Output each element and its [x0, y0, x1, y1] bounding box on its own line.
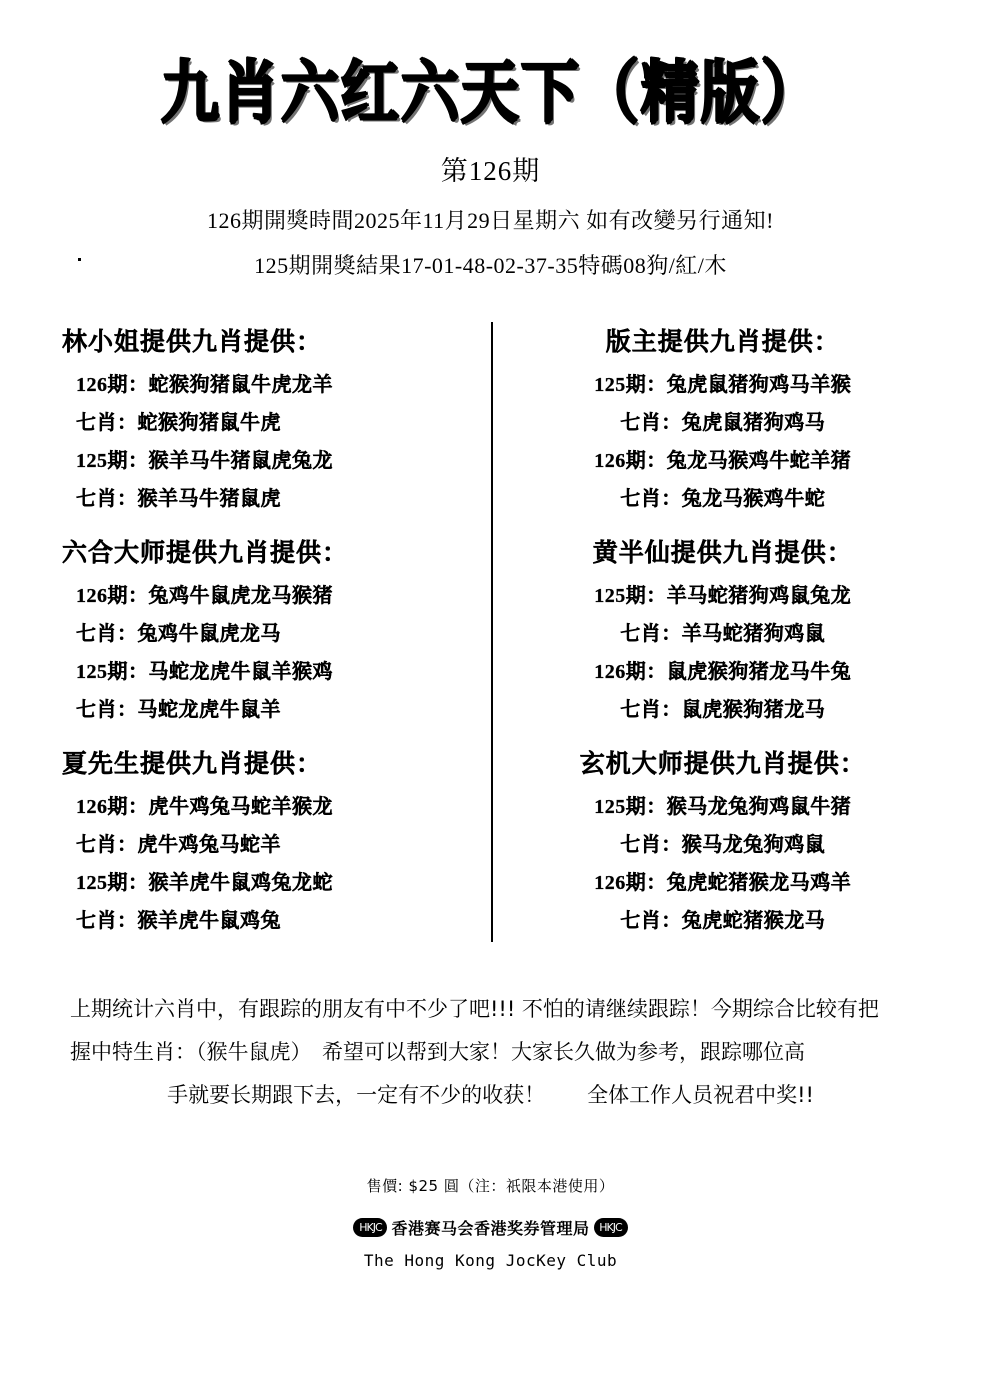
prediction-block: [527, 744, 920, 933]
prediction-line: 125期：猴羊马牛猪鼠虎兔龙: [76, 449, 333, 472]
prediction-block: [527, 533, 920, 722]
prediction-line: 七肖：鼠虎猴狗猪龙马: [620, 698, 826, 721]
jockey-club-row: [0, 1216, 981, 1239]
prediction-line: 125期：猴羊虎牛鼠鸡兔龙蛇: [76, 871, 333, 894]
price-note: 售價: $25 圓（注：祇限本港使用）: [366, 1177, 615, 1196]
block-title: 玄机大师提供九肖提供：: [579, 750, 866, 778]
prediction-line: 126期：兔龙马猴鸡牛蛇羊猪: [594, 449, 852, 472]
issue-number: 第126期: [440, 155, 541, 186]
jockey-club-logo-icon: HKJC: [353, 1218, 387, 1237]
prediction-line: 七肖：马蛇龙虎牛鼠羊: [76, 698, 281, 721]
block-title: 夏先生提供九肖提供：: [62, 750, 323, 778]
paragraph-line-1: 上期统计六肖中，有跟踪的朋友有中不少了吧!!! 不怕的请继续跟踪！今期综合比较有把: [70, 996, 879, 1021]
prediction-line: 七肖：羊马蛇猪狗鸡鼠: [620, 622, 826, 645]
prediction-block: [62, 322, 465, 511]
ink-speck: [78, 258, 81, 261]
prediction-line: 七肖：蛇猴狗猪鼠牛虎: [76, 411, 281, 434]
block-title: 林小姐提供九肖提供：: [62, 328, 323, 356]
block-title: 版主提供九肖提供：: [605, 328, 840, 356]
predictions-columns: [62, 322, 919, 942]
footer: [0, 1175, 981, 1270]
prediction-line: 七肖：猴羊虎牛鼠鸡兔: [76, 909, 281, 932]
prediction-line: 126期：蛇猴狗猪鼠牛虎龙羊: [76, 373, 333, 396]
prediction-line: 125期：猴马龙兔狗鸡鼠牛猪: [594, 795, 852, 818]
prediction-line: 126期：兔鸡牛鼠虎龙马猴猪: [76, 584, 333, 607]
prediction-line: 七肖：虎牛鸡兔马蛇羊: [76, 833, 281, 856]
paragraph-line-2: 握中特生肖：（猴牛鼠虎） 希望可以帮到大家！大家长久做为参考，跟踪哪位高: [70, 1039, 805, 1064]
prediction-line: 125期：兔虎鼠猪狗鸡马羊猴: [594, 373, 852, 396]
left-column: [62, 322, 491, 942]
title-area: [0, 0, 981, 133]
draw-time-info: 126期開獎時間2025年11月29日星期六 如有改變另行通知!: [206, 207, 774, 233]
prediction-block: [62, 533, 465, 722]
summary-paragraph: [70, 988, 911, 1117]
block-title: 黄半仙提供九肖提供：: [592, 539, 853, 567]
jockey-club-logo-icon: HKJC: [594, 1218, 628, 1237]
prediction-line: 七肖：兔鸡牛鼠虎龙马: [76, 622, 281, 645]
page-title: 九肖六红六天下（精版）: [160, 51, 821, 133]
paragraph-line-3: 手就要长期跟下去，一定有不少的收获！ 全体工作人员祝君中奖!!: [167, 1082, 814, 1107]
last-draw-result: 125期開獎結果17-01-48-02-37-35特碼08狗/紅/木: [254, 252, 727, 278]
organization-name: 香港赛马会香港奖券管理局: [391, 1219, 590, 1239]
prediction-line: 125期：羊马蛇猪狗鸡鼠兔龙: [594, 584, 852, 607]
prediction-line: 七肖：猴羊马牛猪鼠虎: [76, 487, 281, 510]
prediction-line: 126期：鼠虎猴狗猪龙马牛兔: [594, 660, 852, 683]
prediction-line: 七肖：兔虎鼠猪狗鸡马: [620, 411, 826, 434]
prediction-line: 126期：兔虎蛇猪猴龙马鸡羊: [594, 871, 852, 894]
prediction-line: 七肖：猴马龙兔狗鸡鼠: [620, 833, 826, 856]
prediction-block: [62, 744, 465, 933]
block-title: 六合大师提供九肖提供：: [62, 539, 349, 567]
prediction-line: 七肖：兔虎蛇猪猴龙马: [620, 909, 826, 932]
prediction-line: 125期：马蛇龙虎牛鼠羊猴鸡: [76, 660, 333, 683]
prediction-line: 126期：虎牛鸡兔马蛇羊猴龙: [76, 795, 333, 818]
prediction-line: 七肖：兔龙马猴鸡牛蛇: [620, 487, 826, 510]
right-column: [491, 322, 920, 942]
organization-name-english: The Hong Kong JocKey Club: [363, 1251, 618, 1271]
prediction-block: [527, 322, 920, 511]
